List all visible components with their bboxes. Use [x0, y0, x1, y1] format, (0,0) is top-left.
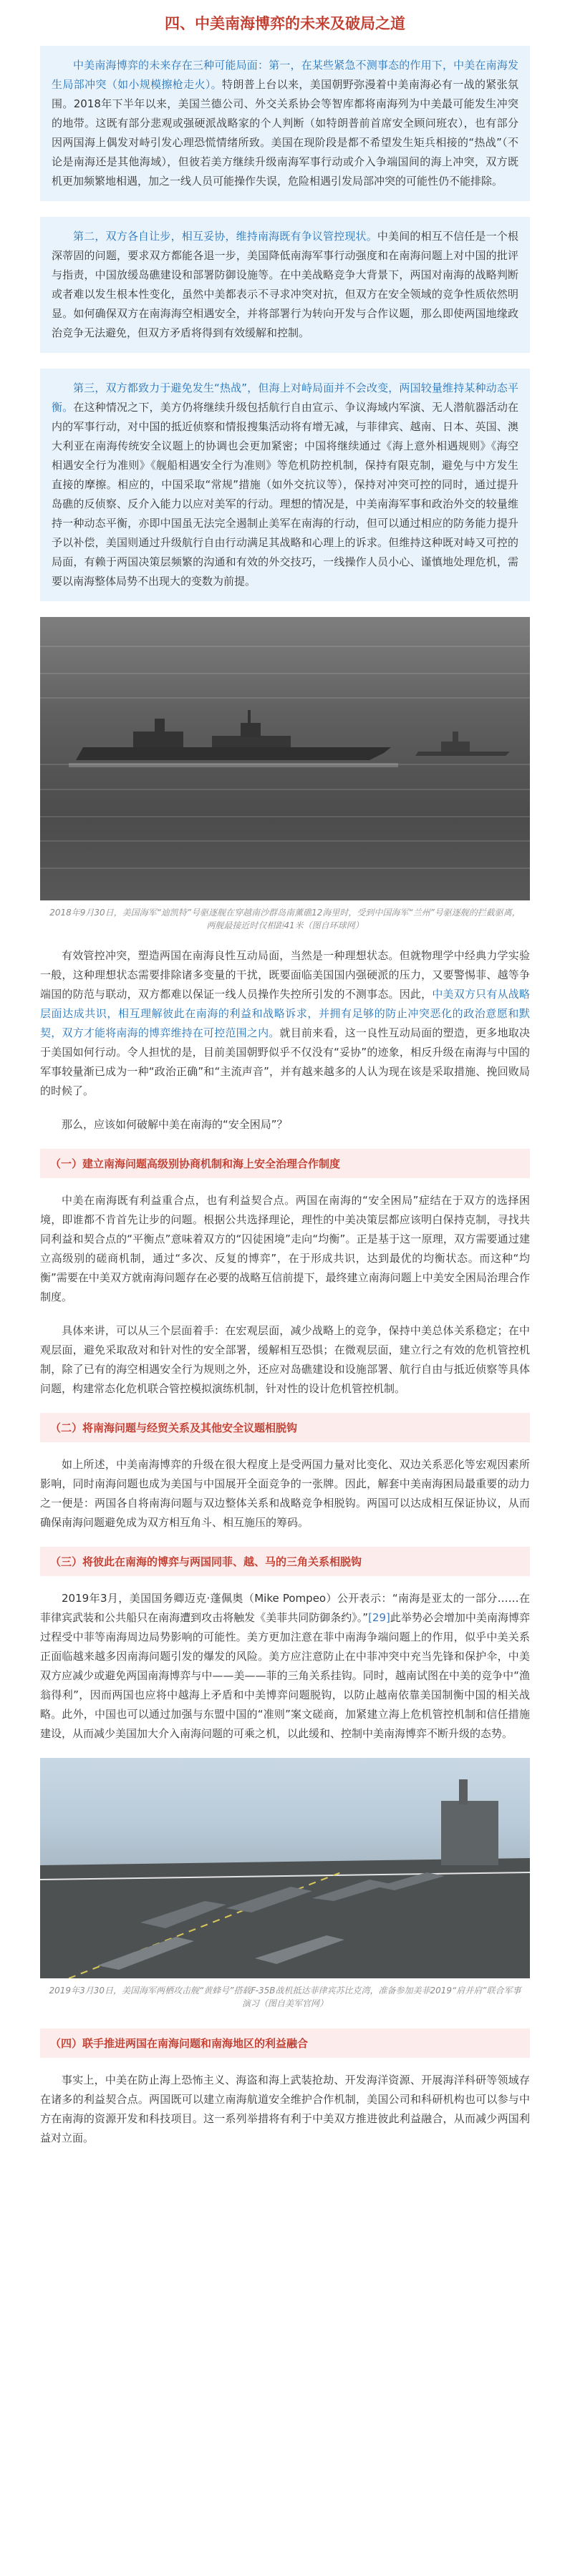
body-text: 中美间的相互不信任是一个根深蒂固的问题，要求双方都能各退一步，美国降低南海军事行动强度和在南海问题上对中国的批评与指责，中国放缓岛礁建设和部署防御设施等。在中美战略竞争大背景下，两国对南海的战略判断或者难以发生根本性变化，虽然中美都表示不寻求冲突对抗，但双方在安全领域的竞争性质依然明显。如何确保双方在南海海空相遇安全，并将部署行为转向开发与合作议题，那么即使两国地缘政治竞争无法避免，但双方矛盾将得到有效缓解和控制。 [52, 230, 518, 339]
figure-1 [40, 617, 530, 932]
subheading-3: （三）将彼此在南海的博弈与两国同菲、越、马的三角关系相脱钩 [40, 1547, 530, 1576]
paragraph-future-scenarios [52, 56, 518, 191]
paragraph-third-scenario [52, 379, 518, 591]
aircraft-carrier-photo [40, 1758, 530, 1978]
body-text: 有效管控冲突，塑造两国在南海良性互动局面，当然是一种理想状态。但就物理学中经典力学实验一般，这种理想状态需要排除诸多变量的干扰，既要面临美国国内强硬派的压力，又要警惕菲、越等争端国的防范与联动，双方都难以保证一线人员操作失控所引发的不测事态。因此， [40, 949, 530, 1001]
paragraph-decoupling-trade: 如上所述，中美南海博弈的升级在很大程度上是受两国力量对比变化、双边关系恶化等宏观因素所影响，同时南海问题也成为美国与中国展开全面竞争的一张牌。因此，解套中美南海困局最重要的动力之一便是：两国各自将南海问题与双边整体关系和战略竞争相脱钩。两国可以达成相互保证协议，从而确保南海问题避免成为双方相互角斗、相互施压的筹码。 [40, 1458, 530, 1529]
paragraph-consultation-mechanism: 中美在南海既有利益重合点，也有利益契合点。两国在南海的“安全困局”症结在于双方的选择困境，即谁都不肯首先让步的问题。根据公共选择理论，理性的中美决策层都应该明白保持克制，寻找共同利益和契合点的“平衡点”意味着双方的“囚徒困境”走向“均衡”。正是基于这一原理，双方需要通过建立高级别的磋商机制，通过“多次、反复的博弈”，在于形成共识，达到最优的均衡状态。而这种“均衡”需要在中美双方就南海问题存在必要的战略互信前提下，最终建立南海问题上中美安全困局治理合作制度。 [40, 1194, 530, 1303]
reference-link[interactable]: [29] [368, 1611, 390, 1624]
paragraph-three-levels: 具体来讲，可以从三个层面着手：在宏观层面，减少战略上的竞争，保持中美总体关系稳定；在中观层面，避免采取敌对和针对性的安全部署，缓解相互恐惧；在微观层面，建立行之有效的危机管控机制，除了已有的海空相遇安全行为规则之外，还应对岛礁建设和设施部署、航行自由与抵近侦察等具体问题，构建常态化危机联合管控模拟演练机制，针对性的设计危机管控机制。 [40, 1324, 530, 1395]
carrier-deck-scene-icon [40, 1758, 530, 1978]
article-body [0, 46, 570, 2148]
body-text: 2019年3月，美国国务卿迈克·蓬佩奥（Mike Pompeo）公开表示：“南海是亚太的一部分……在菲律宾武装和公共船只在南海遭到攻击将触发《美菲共同防御条约》。” [40, 1592, 530, 1624]
body-text: 就目前来看，这一良性互动局面的塑造，更多地取决于美国如何行动。令人担忧的是，目前美国朝野似乎不仅没有“妥协”的迹象，相反升级在南海与中国的军事较量渐已成为一种“政治正确”和“主流声音”，并有越来越多的人认为现在该是采取措施、挽回败局的时候了。 [40, 1026, 530, 1097]
highlight-block-2 [40, 217, 530, 353]
frigate-silhouette-icon [412, 724, 513, 767]
warship-photo [40, 617, 530, 900]
section-title: 四、中美南海博弈的未来及破局之道 [165, 15, 405, 32]
figure-1-caption: 2018年9月30日，美国海军“迪凯特”号驱逐舰在穿越南沙群岛南薰礁12海里时，受到中国海军“兰州”号驱逐舰的拦截驱离，两舰最接近时仅相距41米（图自环球网） [49, 908, 521, 930]
paragraph-triangle-relations [40, 1589, 530, 1744]
highlight-text: 第三，双方都致力于避免发生“热战”，但海上对峙局面并不会改变，两国较量维持某种动态平衡。 [52, 381, 518, 414]
highlight-text: 中美双方只有从战略层面达成共识，相互理解彼此在南海的利益和战略诉求，并拥有足够的防止冲突恶化的政治意愿和默契，双方才能将南海的博弈维持在可控范围之内。 [40, 988, 530, 1039]
subheading-2: （二）将南海问题与经贸关系及其他安全议题相脱钩 [40, 1413, 530, 1442]
highlight-block-3 [40, 369, 530, 601]
figure-2 [40, 1758, 530, 2010]
subheading-4: （四）联手推进两国在南海问题和南海地区的利益融合 [40, 2028, 530, 2058]
figure-2-caption: 2019年3月30日，美国海军两栖攻击舰“黄蜂号”搭载F-35B战机抵达菲律宾苏比克湾，准备参加美菲2019“肩并肩”联合军事演习（图自美军官网） [49, 1986, 521, 2008]
body-text: 特朗普上台以来，美国朝野弥漫着中美南海必有一战的紧张氛围。2018年下半年以来，美国兰德公司、外交关系协会等智库都将南海列为中美最可能发生冲突的地带。这既有部分悲观或强硬派战略家的个人判断（如特朗普前首席安全顾问班农），也有部分因两国海上偶发对峙引发心理恐慌情绪所致。美国在现阶段是都不希望发生矩兵相接的“热战”（不论是南海还是其他海域），但彼若美方继续升级南海军事行动或介入争端国间的海上冲突，双方既机更加频繁地相遇，加之一线人员可能操作失误，危险相遇引发局部冲突的可能性仍不能排除。 [52, 78, 518, 188]
body-text: 此举势必会增加中美南海博弈过程受中菲等南海周边局势影响的可能性。美方更加注意在菲中南海争端问题上的作用，似乎中美关系正面临越来越多因南海问题引发的爆发的风险。美方应注意防止在中菲冲突中充当先锋和保护伞，中美双方应减少或避免两国南海博弈与中——美——菲的三角关系挂钩。同时，越南试图在中美的竞争中“渔翁得利”，因而两国也应将中越海上矛盾和中美博弈问题脱钩，以防止越南依靠美国制衡中国的相关战略。此外，中国也可以通过加强与东盟中国的“准则”案文磋商，加紧建立海上危机管控机制和信任措施建设，从而减少美国加大介入南海问题的可乘之机，以此缓和、控制中美南海博弈不断升级的态势。 [40, 1611, 530, 1740]
destroyer-silhouette-icon [69, 703, 398, 782]
highlight-block-1 [40, 46, 530, 201]
paragraph-conflict-management [40, 946, 530, 1101]
highlight-text: 中美南海博弈的未来存在三种可能局面：第一，在某些紧急不测事态的作用下，中美在南海发生局部冲突（如小规模擦枪走火）。 [52, 59, 518, 91]
paragraph-question: 那么，应该如何破解中美在南海的“安全困局”？ [62, 1118, 288, 1131]
body-text: 在这种情况之下，美方仍将继续升级包括航行自由宣示、争议海域内军演、无人潜航器活动在内的军事行动，对中国的抵近侦察和情报搜集活动将有增无减，与菲律宾、越南、日本、英国、澳大利亚在南海传统安全议题上的协调也会更加紧密；中国将继续通过《海上意外相遇规则》《海空相遇安全行为准则》《舰船相遇安全行为准则》等危机防控机制，保持有限克制，避免与中方发生直接的摩擦。相应的，中国采取“常规”措施（如外交抗议等），保持对冲突可控的同时，通过提升岛礁的反侦察、反介入能力以应对美军的行动。理想的情况是，中美南海军事和政治外交的较量维持一种动态平衡，亦即中国虽无法完全遏制止美军在南海的行动，但可以通过相应的防务能力提升予以补偿，美国则通过升级航行自由行动满足其战略和心理上的诉求。但维持这种既对峙又可控的局面，有赖于两国决策层频繁的沟通和有效的外交技巧，一线操作人员小心、谨慎地处理危机，需要以南海整体局势不出现大的变数为前提。 [52, 401, 518, 588]
paragraph-interest-integration: 事实上，中美在防止海上恐怖主义、海盗和海上武装抢劫、开发海洋资源、开展海洋科研等领域存在诸多的利益契合点。两国既可以建立南海航道安全维护合作机制，美国公司和科研机构也可以参与中方在南海的资源开发和科技项目。这一系列举措将有利于中美双方推进彼此利益融合，从而减少两国利益对立面。 [40, 2074, 530, 2144]
subheading-1: （一）建立南海问题高级别协商机制和海上安全治理合作制度 [40, 1149, 530, 1178]
paragraph-second-scenario [52, 227, 518, 343]
highlight-text: 第二，双方各自让步，相互妥协，维持南海既有争议管控现状。 [73, 230, 377, 243]
